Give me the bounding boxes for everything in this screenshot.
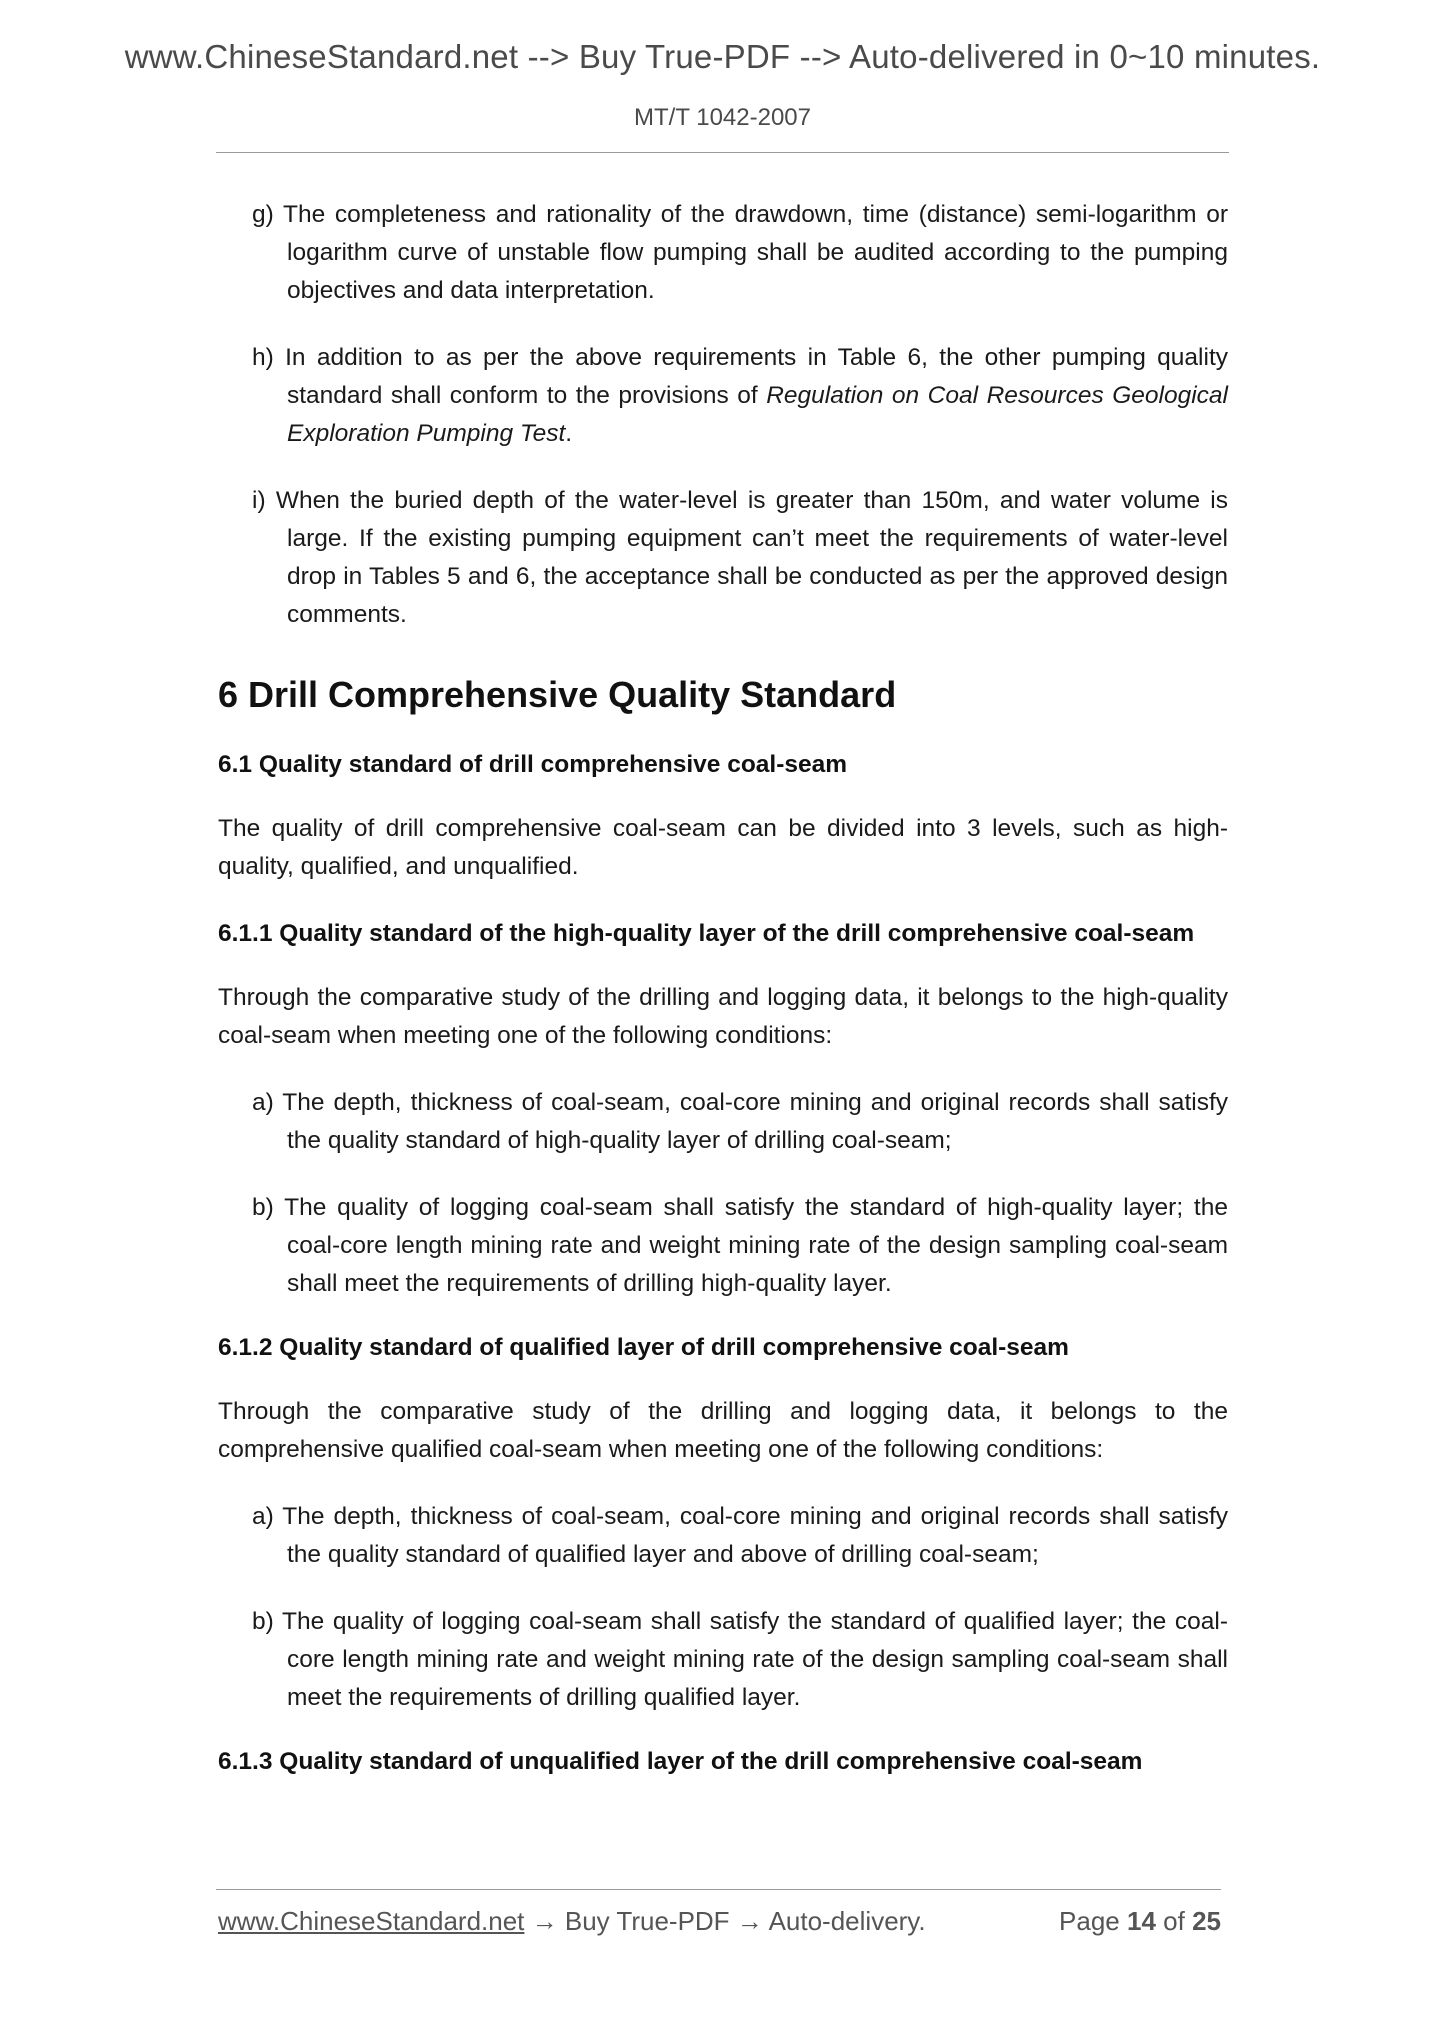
section-6-1-2-item-a: a) The depth, thickness of coal-seam, coal-core mining and original records shall satisfy the quality standard of qualified layer and above of drilling coal-seam; — [252, 1503, 1228, 1568]
document-code: MT/T 1042-2007 — [634, 104, 811, 131]
list-item-h-text: h) In addition to as per the above requirements in Table 6, the other pumping quality standard shall conform to the provisions of — [252, 344, 1228, 409]
section-6-1-2-item-b: b) The quality of logging coal-seam shall satisfy the standard of qualified layer; the coal-core length mining rate and weight mining rate of the design sampling coal-seam shall meet the requirements of drilling qualified layer. — [252, 1608, 1228, 1711]
footer-divider — [216, 1889, 1221, 1890]
list-item-h — [218, 339, 1228, 453]
page-of-label: of — [1163, 1906, 1185, 1936]
page-total: 25 — [1192, 1906, 1221, 1936]
section-6-1-2-text: Through the comparative study of the drilling and logging data, it belongs to the comprehensive qualified coal-seam when meeting one of the following conditions: — [218, 1398, 1228, 1463]
site-banner: www.ChineseStandard.net --> Buy True-PDF --> Auto-delivered in 0~10 minutes. — [124, 38, 1321, 75]
footer-site-link[interactable]: www.ChineseStandard.net — [218, 1906, 525, 1936]
list-item-i: i) When the buried depth of the water-level is greater than 150m, and water volume is large. If the existing pumping equipment can’t meet the requirements of water-level drop in Tables 5 and 6, the acceptance shall be conducted as per the approved design comments. — [252, 487, 1228, 628]
section-6-1-text: The quality of drill comprehensive coal-seam can be divided into 3 levels, such as high-quality, qualified, and unqualified. — [218, 815, 1228, 880]
page-indicator — [1059, 1906, 1221, 1937]
section-6-heading: 6 Drill Comprehensive Quality Standard — [218, 674, 897, 715]
page-current: 14 — [1127, 1906, 1156, 1936]
footer-left — [218, 1906, 926, 1937]
footer-tagline: → Buy True-PDF → Auto-delivery. — [524, 1906, 926, 1936]
list-item-h-end: . — [565, 420, 573, 447]
section-6-1-1-item-a: a) The depth, thickness of coal-seam, coal-core mining and original records shall satisfy the quality standard of high-quality layer of drilling coal-seam; — [252, 1089, 1228, 1154]
section-6-1-2-heading: 6.1.2 Quality standard of qualified layer of drill comprehensive coal-seam — [218, 1334, 1069, 1361]
section-6-1-1-heading: 6.1.1 Quality standard of the high-quality layer of the drill comprehensive coal-seam — [218, 920, 1195, 947]
regulation-title: Regulation on Coal Resources Geological Exploration Pumping Test — [287, 382, 1228, 447]
section-6-1-1-text: Through the comparative study of the drilling and logging data, it belongs to the high-quality coal-seam when meeting one of the following conditions: — [218, 984, 1228, 1049]
page-label: Page — [1059, 1906, 1120, 1936]
section-6-1-3-heading: 6.1.3 Quality standard of unqualified layer of the drill comprehensive coal-seam — [218, 1748, 1143, 1775]
page-content — [218, 196, 1228, 1807]
section-6-1-heading: 6.1 Quality standard of drill comprehensive coal-seam — [218, 751, 848, 778]
header-divider — [216, 152, 1229, 153]
list-item-g: g) The completeness and rationality of the drawdown, time (distance) semi-logarithm or logarithm curve of unstable flow pumping shall be audited according to the pumping objectives and data interpretation. — [252, 201, 1228, 304]
section-6-1-1-item-b: b) The quality of logging coal-seam shall satisfy the standard of high-quality layer; the coal-core length mining rate and weight mining rate of the design sampling coal-seam shall meet the requirements of drilling high-quality layer. — [252, 1194, 1228, 1297]
